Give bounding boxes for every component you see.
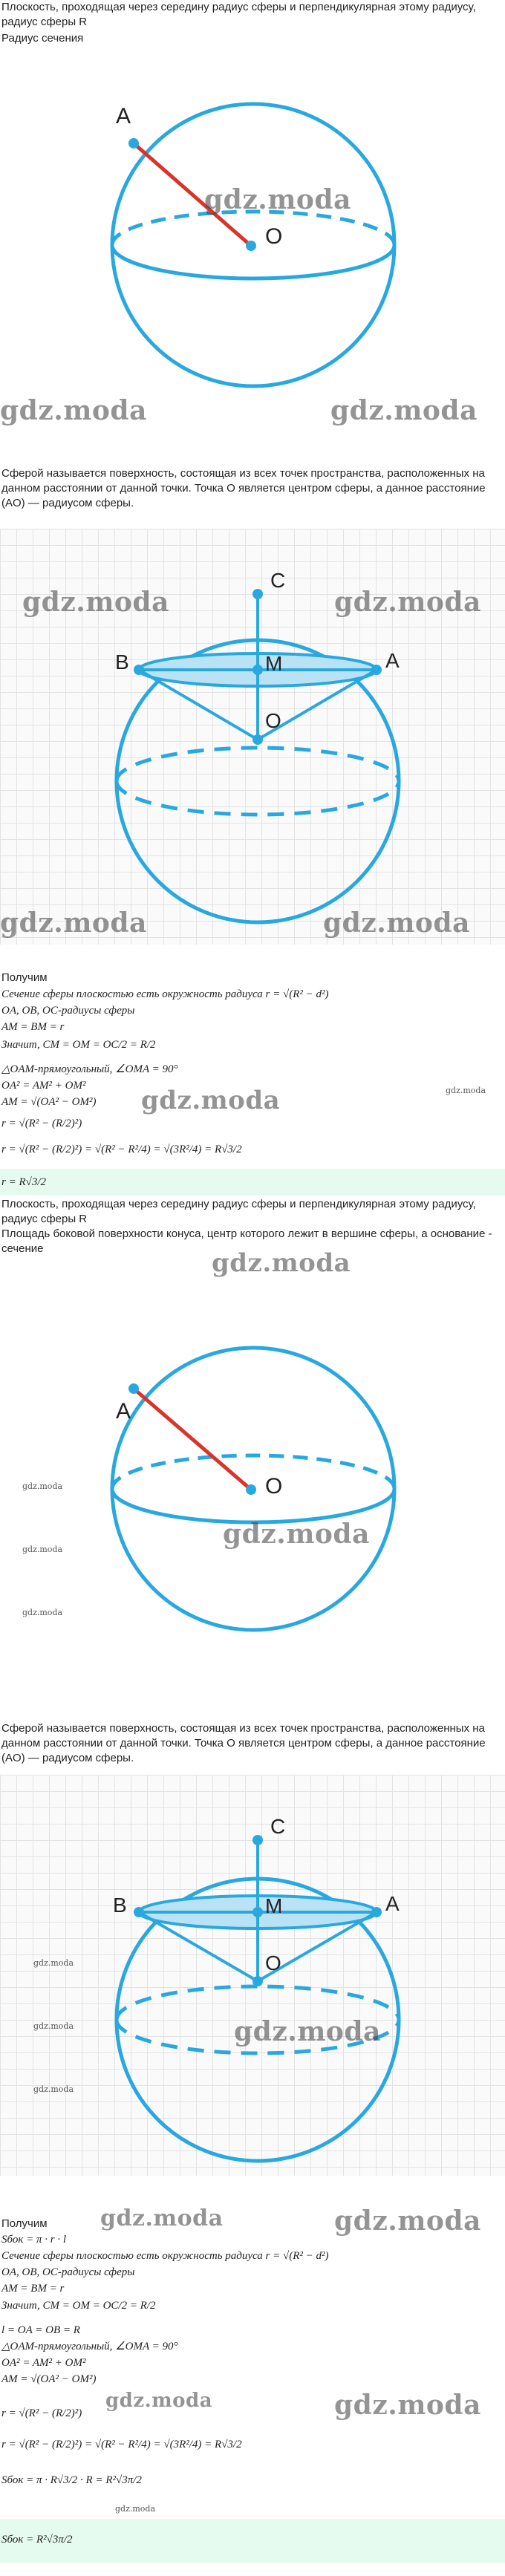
watermark-small: gdz.moda	[115, 2504, 156, 2514]
label-a: A	[385, 1892, 400, 1915]
answer-line-2: Sбок = R²√3π/2	[1, 2534, 73, 2546]
watermark: gdz.moda	[22, 587, 169, 618]
label-c: C	[270, 569, 286, 592]
watermark-small: gdz.moda	[22, 1608, 63, 1617]
watermark: gdz.moda	[234, 2016, 381, 2047]
watermark: gdz.moda	[100, 2205, 224, 2231]
solution-line: AM = BM = r	[1, 2283, 65, 2295]
sphere-section-drawing-2	[0, 1775, 505, 2176]
watermark-small: gdz.moda	[446, 1086, 486, 1095]
watermark: gdz.moda	[212, 1248, 351, 1278]
solution-line: OA, OB, OC-радиусы сферы	[1, 1005, 135, 1017]
solution-line: Сечение сферы плоскостью есть окружность радиуса r = √(R² − d²)	[1, 988, 329, 1000]
watermark: gdz.moda	[141, 1086, 281, 1115]
solution-line: AM = BM = r	[1, 1021, 65, 1033]
label-o: O	[265, 709, 281, 732]
solution-line: Сечение сферы плоскостью есть окружность радиуса r = √(R² − d²)	[1, 2250, 329, 2262]
label-o: O	[265, 1951, 281, 1975]
question-text-2: Площадь боковой поверхности конуса, центр которого лежит в вершине сферы, а основание - сечение	[1, 1227, 492, 1255]
solution-line: OA² = AM² + OM²	[1, 1080, 86, 1092]
solution-line: r = √(R² − (R/2)²)	[1, 1118, 82, 1129]
definition-text-2: Сферой называется поверхность, состоящая из всех точек пространства, расположенных на данном расстоянии от данной точки. Точка O является центром сферы, а данное расстояние (AO) — радиусом сферы.	[1, 1722, 486, 1764]
solution-line: △OAM-прямоугольный, ∠OMA = 90°	[1, 1063, 178, 1075]
label-o: O	[265, 1474, 283, 1499]
watermark-small: gdz.moda	[33, 2084, 74, 2094]
solution-line: OA² = AM² + OM²	[1, 2357, 86, 2369]
solution-line: Sбок = π · r · l	[1, 2234, 67, 2246]
watermark-small: gdz.moda	[33, 1958, 74, 1968]
answer-highlight-1	[0, 1169, 505, 1196]
answer-line-1: r = R√3/2	[1, 1176, 47, 1188]
label-c: C	[270, 1815, 286, 1838]
label-a: A	[116, 1399, 131, 1424]
watermark: gdz.moda	[204, 184, 351, 215]
solution-line: Sбок = π · R√3/2 · R = R²√3π/2	[1, 2474, 142, 2486]
definition-text-1: Сферой называется поверхность, состоящая из всех точек пространства, расположенных на данном расстоянии от данной точки. Точка O является центром сферы, а данное расстояние (AO) — радиусом сферы.	[1, 467, 486, 509]
watermark: gdz.moda	[334, 2390, 481, 2421]
watermark: gdz.moda	[0, 907, 147, 939]
watermark: gdz.moda	[105, 2390, 213, 2412]
task-text-1: Плоскость, проходящая через середину радиус сферы и перпендикулярная этому радиусу, радиус сферы R	[1, 1, 476, 28]
solution-line: △OAM-прямоугольный, ∠OMA = 90°	[1, 2341, 178, 2352]
label-m: M	[265, 1894, 283, 1917]
label-a: A	[116, 104, 131, 128]
solution-line: AM = √(OA² − OM²)	[1, 2373, 97, 2385]
label-a: A	[385, 649, 400, 672]
solution-line: Получим	[1, 2217, 48, 2230]
label-b: B	[115, 650, 129, 674]
watermark-small: gdz.moda	[22, 1481, 63, 1491]
watermark: gdz.moda	[223, 1519, 370, 1550]
watermark: gdz.moda	[334, 2205, 481, 2237]
solution-line: Получим	[1, 971, 48, 984]
solution-line: r = √(R² − (R/2)²) = √(R² − R²/4) = √(3R²/4) = R√3/2	[1, 1144, 242, 1155]
task-text-2: Плоскость, проходящая через середину радиус сферы и перпендикулярная этому радиусу, радиус сферы R	[1, 1198, 476, 1225]
watermark-small: gdz.moda	[22, 1545, 63, 1554]
solution-line: OA, OB, OC-радиусы сферы	[1, 2266, 135, 2278]
question-text-1: Радиус сечения	[1, 32, 84, 45]
label-m: M	[265, 652, 283, 675]
label-b: B	[113, 1894, 127, 1917]
watermark: gdz.moda	[334, 587, 481, 618]
sphere-radius-drawing-2	[0, 1274, 505, 1689]
solution-line: Значит, CM = OM = OC/2 = R/2	[1, 1039, 156, 1051]
solution-line: l = OA = OB = R	[1, 2324, 80, 2336]
solution-line: AM = √(OA² − OM²)	[1, 1096, 97, 1108]
watermark: gdz.moda	[0, 395, 147, 426]
solution-line: r = √(R² − (R/2)²) = √(R² − R²/4) = √(3R²/4) = R√3/2	[1, 2439, 242, 2451]
watermark: gdz.moda	[323, 907, 470, 939]
answer-highlight-2	[0, 2519, 505, 2563]
label-o: O	[265, 224, 283, 249]
solution-line: Значит, CM = OM = OC/2 = R/2	[1, 2300, 156, 2312]
solution-line: r = √(R² − (R/2)²)	[1, 2407, 82, 2419]
watermark: gdz.moda	[330, 395, 478, 426]
watermark-small: gdz.moda	[33, 2021, 74, 2031]
